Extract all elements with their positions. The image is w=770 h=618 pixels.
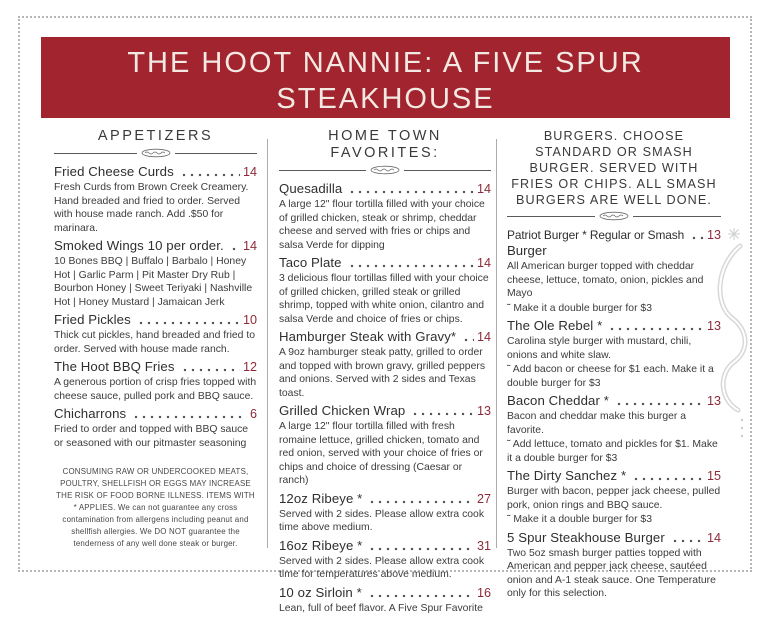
item-description: Served with 2 sides. Please allow extra cook time above medium. xyxy=(279,508,485,533)
item-description: All American burger topped with cheddar cheese, lettuce, tomato, onion, pickles and Mayo xyxy=(507,261,704,299)
item-price: 12 xyxy=(242,360,257,374)
dot-leader xyxy=(690,236,704,240)
item-name-row xyxy=(54,406,257,422)
menu-item-smoked-wings xyxy=(54,238,257,309)
item-name-row xyxy=(507,227,721,243)
title-line-1: THE HOOT NANNIE: A FIVE SPUR xyxy=(127,47,644,79)
item-description: 10 Bones BBQ | Buffalo | Barbalo | Honey Hot | Garlic Parm | Pit Master Dry Rub | Bourbon Honey | Sweet Teriyaki | Nashville Hot | Honey Mustard | Jamaican Jerk xyxy=(54,256,253,308)
item-note: ˜ Make it a double burger for $3 xyxy=(507,514,652,525)
item-name-row xyxy=(507,393,721,409)
menu-item-12oz-ribeye xyxy=(279,491,491,535)
menu-item-fried-pickles xyxy=(54,312,257,356)
item-price: 14 xyxy=(476,182,491,196)
item-description: Thick cut pickles, hand breaded and fried to order. Served with house made ranch. xyxy=(54,330,256,355)
dot-leader xyxy=(462,338,474,342)
item-name-continued: Burger xyxy=(507,243,547,258)
item-name-row xyxy=(279,255,491,271)
item-description: Bacon and cheddar make this burger a favorite. xyxy=(507,411,687,436)
item-description: A large 12" flour tortilla filled with fresh romaine lettuce, grilled chicken, tomato and red onion, served with your choice of fries or chips and choice of dressing (Caesar or ranch) xyxy=(279,421,483,486)
menu-item-taco-plate xyxy=(279,255,491,326)
item-name: The Dirty Sanchez * xyxy=(507,468,627,483)
item-description: Burger with bacon, pepper jack cheese, pulled pork, onion rings and BBQ sauce. xyxy=(507,486,721,511)
item-name-row xyxy=(507,468,721,484)
item-description: Served with 2 sides. Please allow extra cook time for temperatures above medium. xyxy=(279,555,485,580)
dot-leader xyxy=(632,477,704,481)
dot-leader xyxy=(181,368,240,372)
dot-leader xyxy=(615,402,704,406)
menu-item-bacon-cheddar xyxy=(507,393,721,465)
menu-item-5-spur-steakhouse-burger xyxy=(507,530,721,601)
item-name: 10 oz Sirloin * xyxy=(279,584,362,600)
item-description: Fried to order and topped with BBQ sauce or seasoned with our pitmaster seasoning xyxy=(54,424,249,449)
menu-item-16oz-ribeye xyxy=(279,538,491,582)
item-name-row xyxy=(54,164,257,180)
item-description: A generous portion of crisp fries topped with cheese sauce, pulled pork and BBQ sauce. xyxy=(54,377,257,402)
item-name-row xyxy=(279,403,491,419)
item-price: 14 xyxy=(242,165,257,179)
menu-item-fried-cheese-curds xyxy=(54,164,257,235)
menu-item-chicharrons xyxy=(54,406,257,450)
dot-leader xyxy=(368,547,474,551)
item-name: 5 Spur Steakhouse Burger xyxy=(507,529,665,545)
item-description: Carolina style burger with mustard, chili, onions and white slaw. xyxy=(507,336,692,361)
item-name: Taco Plate xyxy=(279,255,342,270)
favorites-heading: HOME TOWN FAVORITES: xyxy=(328,128,442,161)
column-appetizers xyxy=(54,128,257,550)
item-price: 13 xyxy=(706,319,721,333)
item-name: Fried Pickles xyxy=(54,312,131,327)
item-name-row xyxy=(507,318,721,334)
item-description: A large 12" flour tortilla filled with your choice of grilled chicken, steak or shrimp, cheddar cheese and served with fries or chips and salsa Verde for dipping xyxy=(279,199,485,251)
item-price: 6 xyxy=(249,407,257,421)
divider-line xyxy=(175,153,258,154)
dot-leader xyxy=(671,539,704,543)
divider-line xyxy=(404,170,491,171)
column-divider-right xyxy=(496,139,497,548)
item-price: 13 xyxy=(476,404,491,418)
item-name-row xyxy=(54,238,257,254)
heading-divider xyxy=(279,165,491,175)
item-name-row xyxy=(279,491,491,507)
title-line-2: STEAKHOUSE xyxy=(276,83,495,115)
item-price: 10 xyxy=(242,313,257,327)
item-price: 14 xyxy=(706,530,721,545)
menu-item-quesadilla xyxy=(279,181,491,252)
allergen-disclaimer: CONSUMING RAW OR UNDERCOOKED MEATS, POULTRY, SHELLFISH OR EGGS MAY INCREASE THE RISK OF FOOD BORNE ILLNESS. ITEMS WITH * APPLIES. We can not guarantee any cross contamination from allergens including peanut and shellfish allergies. We DO NOT guarantee the tenderness of any well done steak or burger. xyxy=(56,467,255,548)
dot-leader xyxy=(368,500,474,504)
item-price: 16 xyxy=(476,585,491,600)
item-name: Hamburger Steak with Gravy* xyxy=(279,329,457,344)
column-burgers xyxy=(507,128,721,604)
title-banner xyxy=(41,37,730,118)
column-divider-left xyxy=(267,139,268,548)
menu-item-patriot-burger xyxy=(507,227,721,315)
scroll-ornament-icon xyxy=(139,148,173,158)
dot-leader xyxy=(411,412,474,416)
menu-item-10oz-sirloin xyxy=(279,585,491,616)
item-price: 14 xyxy=(476,256,491,270)
item-price: 15 xyxy=(706,469,721,483)
item-description: Lean, full of beef flavor. A Five Spur Favorite xyxy=(279,602,483,614)
item-name: 16oz Ribeye * xyxy=(279,537,363,553)
divider-line xyxy=(633,216,721,217)
divider-line xyxy=(279,170,366,171)
menu-item-hoot-bbq-fries xyxy=(54,359,257,403)
dot-leader xyxy=(137,321,240,325)
heading-divider xyxy=(507,211,721,221)
dot-leader xyxy=(348,264,474,268)
scroll-ornament-icon xyxy=(368,165,402,175)
divider-line xyxy=(507,216,595,217)
menu-item-dirty-sanchez xyxy=(507,468,721,527)
dot-leader xyxy=(348,190,474,194)
item-name: Grilled Chicken Wrap xyxy=(279,403,406,418)
item-price: 14 xyxy=(476,330,491,344)
item-name: The Ole Rebel * xyxy=(507,318,603,333)
column-home-town-favorites xyxy=(279,128,491,618)
item-name-row xyxy=(279,329,491,345)
item-name-row xyxy=(279,538,491,554)
item-name: Smoked Wings 10 per order. xyxy=(54,238,224,253)
item-note: ˜ Add lettuce, tomato and pickles for $1. Make it a double burger for $3 xyxy=(507,439,718,464)
item-name: Quesadilla xyxy=(279,181,343,196)
item-description: Fresh Curds from Brown Creek Creamery. Hand breaded and fried to order. Served with house made ranch. Add .$50 for marinara. xyxy=(54,182,249,234)
item-price: 31 xyxy=(476,538,491,553)
item-name-row xyxy=(279,585,491,601)
dot-leader xyxy=(230,247,240,251)
item-name-row xyxy=(279,181,491,197)
dot-leader xyxy=(368,594,474,598)
item-description: 3 delicious flour tortillas filled with your choice of grilled chicken, grilled steak or grilled shrimp, topped with white onion, cilantro and salsa Verde and choice of fries or chips. xyxy=(279,273,489,325)
divider-line xyxy=(54,153,137,154)
scroll-ornament-icon xyxy=(597,211,631,221)
menu-item-grilled-chicken-wrap xyxy=(279,403,491,488)
item-name-row xyxy=(54,312,257,328)
item-note: ˜ Add bacon or cheese for $1 each. Make it a double burger for $3 xyxy=(507,364,714,389)
item-name: The Hoot BBQ Fries xyxy=(54,359,175,374)
dot-leader xyxy=(608,327,704,331)
dot-leader xyxy=(132,415,247,419)
appetizers-heading: APPETIZERS xyxy=(97,128,214,144)
item-name-row xyxy=(54,359,257,375)
heading-divider xyxy=(54,148,257,158)
item-description: Two 5oz smash burger patties topped with American and pepper jack cheese, sautéed onion and A-1 steak sauce. One Temperature only for this selection. xyxy=(507,547,716,599)
item-note: ˜ Make it a double burger for $3 xyxy=(507,302,652,314)
item-name: Fried Cheese Curds xyxy=(54,164,174,179)
item-name: Patriot Burger * Regular or Smash xyxy=(507,228,685,242)
dot-leader xyxy=(180,173,240,177)
item-name: Bacon Cheddar * xyxy=(507,393,609,408)
burgers-heading: BURGERS. CHOOSE STANDARD OR SMASH BURGER. SERVED WITH FRIES OR CHIPS. ALL SMASH BURGERS ARE WELL DONE. xyxy=(511,129,717,207)
menu-item-hamburger-steak xyxy=(279,329,491,400)
item-price: 14 xyxy=(242,239,257,253)
item-price: 27 xyxy=(476,491,491,506)
menu-item-ole-rebel xyxy=(507,318,721,390)
item-price: 13 xyxy=(706,228,721,242)
item-name-row xyxy=(507,530,721,546)
item-name: Chicharrons xyxy=(54,406,127,421)
item-name: 12oz Ribeye * xyxy=(279,490,363,506)
item-description: A 9oz hamburger steak patty, grilled to order and topped with brown gravy, grilled peppers and onions. Served with 2 sides and Texas toast. xyxy=(279,347,486,399)
item-price: 13 xyxy=(706,394,721,408)
